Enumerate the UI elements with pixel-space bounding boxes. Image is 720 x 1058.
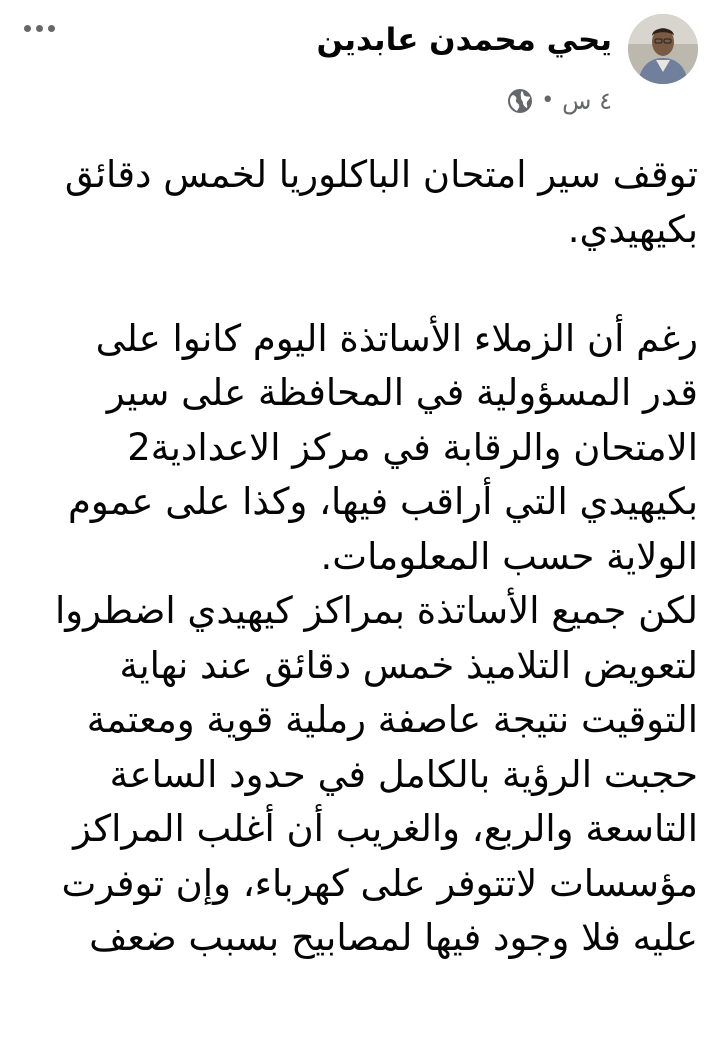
post-header	[0, 0, 720, 130]
more-horizontal-icon	[24, 25, 31, 32]
avatar[interactable]	[628, 14, 698, 84]
post-text	[38, 148, 698, 966]
post-meta	[507, 84, 612, 118]
more-dot	[48, 25, 55, 32]
post-paragraph: توقف سير امتحان الباكلوريا لخمس دقائق بكيهيدي.	[64, 153, 698, 251]
more-options-button[interactable]	[24, 8, 72, 48]
meta-separator: •	[541, 88, 555, 113]
author-name[interactable]: يحي محمدن عابدين	[316, 22, 612, 58]
globe-icon[interactable]	[507, 88, 533, 114]
post-paragraph: رغم أن الزملاء الأساتذة اليوم كانوا على قدر المسؤولية في المحافظة على سير الامتحان والرقابة في مركز الاعدادية2 بكيهيدي التي أراقب فيها، وكذا على عموم الولاية حسب المعلومات.	[67, 316, 698, 578]
more-dot	[36, 25, 43, 32]
avatar-photo	[628, 14, 698, 84]
paragraph-spacer	[38, 257, 698, 312]
post-time[interactable]: ٤ س	[562, 87, 612, 115]
post-paragraph: لكن جميع الأساتذة بمراكز كيهيدي اضطروا لتعويض التلاميذ خمس دقائق عند نهاية التوقيت نتيجة عاصفة رملية قوية ومعتمة حجبت الرؤية بالكامل في حدود الساعة التاسعة والربع، والغريب أن أغلب المراكز مؤسسات لاتتوفر على كهرباء، وإن توفرت عليه فلا وجود فيها لمصابيح بسبب ضعف	[55, 589, 698, 959]
